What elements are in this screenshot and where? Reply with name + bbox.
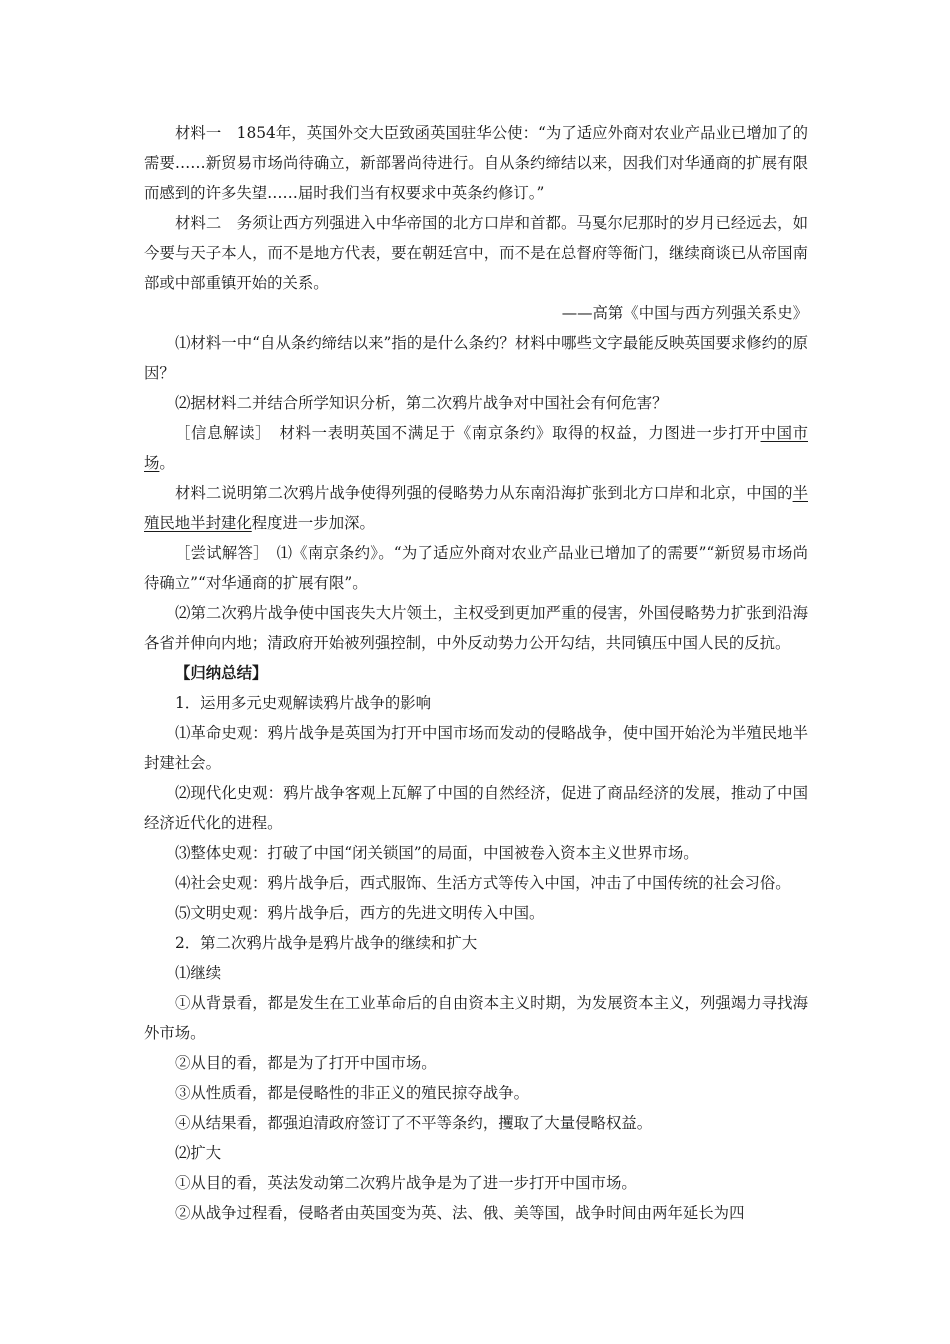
answer-1: ［尝试解答］ ⑴《南京条约》。“为了适应外商对农业产品业已增加了的需要”“新贸易市场尚待确立”“对华通商的扩展有限”。 <box>144 544 808 592</box>
summary-item: ③从性质看，都是侵略性的非正义的殖民掠夺战争。 <box>175 1084 529 1102</box>
summary-item: ④从结果看，都强迫清政府签订了不平等条约，攫取了大量侵略权益。 <box>175 1114 653 1132</box>
material-one: 材料一 1854年，英国外交大臣致函英国驻华公使：“为了适应外商对农业产品业已增加了的需要……新贸易市场尚待确立，新部署尚待进行。自从条约缔结以来，因我们对华通商的扩展有限而感到的许多失望……届时我们当有权要求中英条约修订。” <box>144 124 808 202</box>
info-interpretation-2 <box>144 478 808 538</box>
info-interpretation-1 <box>144 418 808 478</box>
summary-section-2: 2．第二次鸦片战争是鸦片战争的继续和扩大 <box>175 934 478 952</box>
answer-2: ⑵第二次鸦片战争使中国丧失大片领土，主权受到更加严重的侵害，外国侵略势力扩张到沿海各省并伸向内地；清政府开始被列强控制，中外反动势力公开勾结，共同镇压中国人民的反抗。 <box>144 604 808 652</box>
document-page <box>144 118 808 1228</box>
info-underlined-b: 半殖民地半封建化 <box>144 484 808 532</box>
summary-heading: 【归纳总结】 <box>175 664 268 682</box>
summary-subsection-expand: ⑵扩大 <box>175 1144 222 1162</box>
summary-item: ①从目的看，英法发动第二次鸦片战争是为了进一步打开中国市场。 <box>175 1174 637 1192</box>
material-two: 材料二 务须让西方列强进入中华帝国的北方口岸和首都。马戛尔尼那时的岁月已经远去，如今要与天子本人，而不是地方代表，要在朝廷宫中，而不是在总督府等衙门，继续商谈已从帝国南部或中部重镇开始的关系。 <box>144 214 808 292</box>
summary-item: ⑸文明史观：鸦片战争后，西方的先进文明传入中国。 <box>175 904 545 922</box>
info-text-a: ［信息解读］ 材料一表明英国不满足于《南京条约》取得的权益，力图进一步打开 <box>175 424 761 442</box>
summary-item: ⑷社会史观：鸦片战争后，西式服饰、生活方式等传入中国，冲击了中国传统的社会习俗。 <box>175 874 791 892</box>
summary-subsection-continue: ⑴继续 <box>175 964 222 982</box>
info-text-a-end: 。 <box>159 454 175 472</box>
question-2: ⑵据材料二并结合所学知识分析，第二次鸦片战争对中国社会有何危害？ <box>175 394 668 412</box>
summary-item: ⑴革命史观：鸦片战争是英国为打开中国市场而发动的侵略战争，使中国开始沦为半殖民地半封建社会。 <box>144 724 808 772</box>
summary-item: ②从目的看，都是为了打开中国市场。 <box>175 1054 437 1072</box>
info-text-b-end: 程度进一步加深。 <box>251 514 375 532</box>
info-text-b: 材料二说明第二次鸦片战争使得列强的侵略势力从东南沿海扩张到北方口岸和北京，中国的 <box>175 484 793 502</box>
summary-item: ②从战争过程看，侵略者由英国变为英、法、俄、美等国，战争时间由两年延长为四 <box>175 1204 745 1222</box>
summary-item: ⑵现代化史观：鸦片战争客观上瓦解了中国的自然经济，促进了商品经济的发展，推动了中国经济近代化的进程。 <box>144 784 808 832</box>
summary-item: ⑶整体史观：打破了中国“闭关锁国”的局面，中国被卷入资本主义世界市场。 <box>175 844 699 862</box>
summary-item: ①从背景看，都是发生在工业革命后的自由资本主义时期，为发展资本主义，列强竭力寻找海外市场。 <box>144 994 808 1042</box>
info-underlined-a: 中国市场 <box>144 424 808 472</box>
summary-section-1: 1．运用多元史观解读鸦片战争的影响 <box>175 694 432 712</box>
question-1: ⑴材料一中“自从条约缔结以来”指的是什么条约？材料中哪些文字最能反映英国要求修约的原因？ <box>144 334 808 382</box>
material-two-source: ——高第《中国与西方列强关系史》 <box>561 304 808 322</box>
